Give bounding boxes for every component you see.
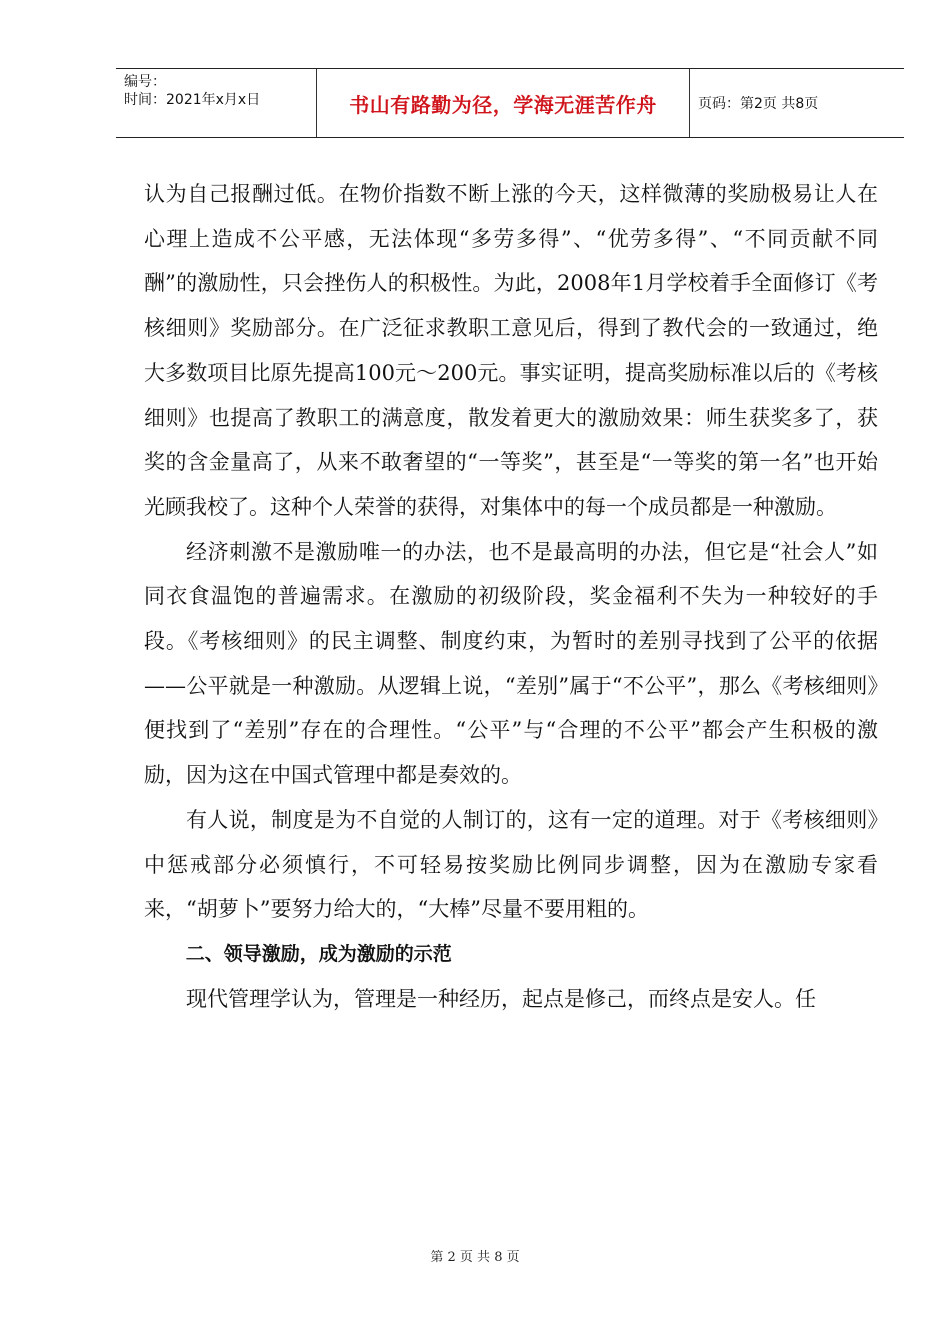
time-label: 时间：2021年x月x日 [124, 92, 261, 108]
section-heading: 二、领导激励，成为激励的示范 [185, 942, 452, 965]
header-table [116, 68, 904, 138]
paragraph: 有人说，制度是为不自觉的人制订的，这有一定的道理。对于《考核细则》中惩戒部分必须慎行，不可轻易按奖励比例同步调整，因为在激励专家看来，“胡萝卜”要努力给大的，“大棒”尽量不要用粗的。 [144, 807, 878, 922]
number-label: 编号： [124, 74, 166, 90]
page-info-text: 页码：第2页 共8页 [698, 96, 819, 112]
document-body [144, 172, 878, 1021]
paragraph: 现代管理学认为，管理是一种经历，起点是修己，而终点是安人。任 [186, 986, 816, 1011]
paragraph: 经济刺激不是激励唯一的办法，也不是最高明的办法，但它是“社会人”如同衣食温饱的普遍需求。在激励的初级阶段，奖金福利不失为一种较好的手段。《考核细则》的民主调整、制度约束，为暂时的差别寻找到了公平的依据——公平就是一种激励。从逻辑上说，“差别”属于“不公平”，那么《考核细则》便找到了“差别”存在的合理性。“公平”与“合理的不公平”都会产生积极的激励，因为这在中国式管理中都是奏效的。 [144, 539, 878, 788]
paragraph: 认为自己报酬过低。在物价指数不断上涨的今天，这样微薄的奖励极易让人在心理上造成不公平感，无法体现“多劳多得”、“优劳多得”、“不同贡献不同酬”的激励性，只会挫伤人的积极性。为此，2008年1月学校着手全面修订《考核细则》奖励部分。在广泛征求教职工意见后，得到了教代会的一致通过，绝大多数项目比原先提高100元～200元。事实证明，提高奖励标准以后的《考核细则》也提高了教职工的满意度，散发着更大的激励效果：师生获奖多了，获奖的含金量高了，从来不敢奢望的“一等奖”，甚至是“一等奖的第一名”也开始光顾我校了。这种个人荣誉的获得，对集体中的每一个成员都是一种激励。 [144, 182, 878, 519]
header-divider [689, 69, 690, 137]
header-meta [116, 69, 316, 137]
page-footer: 第 2 页 共 8 页 [430, 1250, 520, 1265]
header-page-info [698, 69, 904, 137]
header-motto: 书山有路勤为径，学海无涯苦作舟 [349, 92, 657, 117]
